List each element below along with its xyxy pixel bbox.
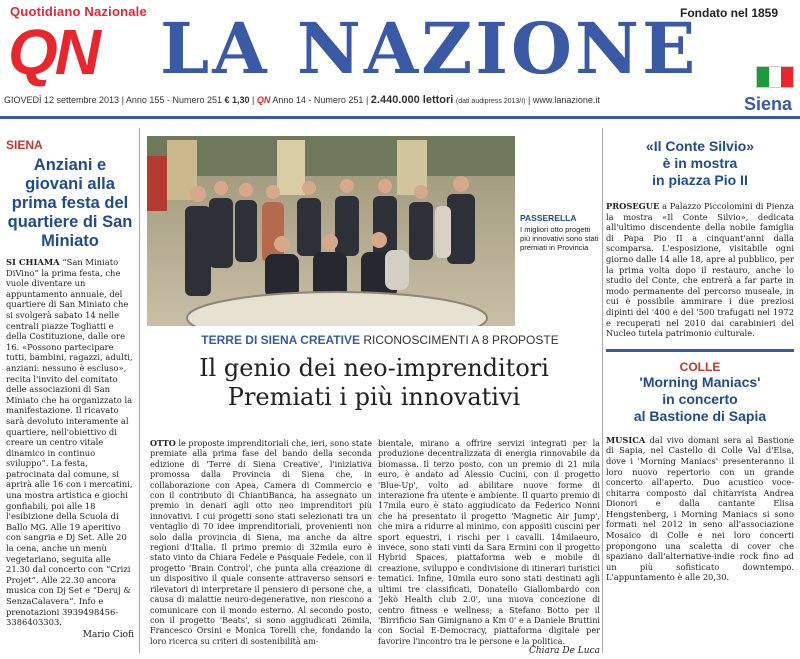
right-bottom-headline-line2: in concerto (662, 390, 738, 407)
main-lead: OTTO (150, 438, 176, 448)
right-bottom-headline-line3: al Bastione di Sapia (633, 407, 767, 424)
left-kicker: SIENA (6, 138, 43, 152)
founded-note: Fondato nel 1859 (680, 6, 779, 20)
right-top-headline (606, 138, 794, 189)
strap-kicker: TERRE DI SIENA CREATIVE (201, 333, 360, 347)
readers-count: 2.440.000 lettori (370, 94, 454, 106)
column-divider-right (602, 128, 603, 653)
main-body-text-1: le proposte imprenditoriali che, ieri, sono state premiate alla prima fase del bando della seconda edizione di 'Terre di Siena Creative', l'iniziativa promossa dalla Provincia di Siena che, in collaborazione con Apea, Camera di Commercio e con il contributo di ChiantiBanca, ha assegnato un premio in denari agli otto neo imprenditori più innovativi. I cui progetti sono stati selezionati tra un ventaglio di 70 idee imprenditoriali, provenienti non solo dalla provincia di Siena, ma anche da altre regioni d'Italia. Il primo premio di 32mila euro è stato vinto da Chiara Fedele e Pasquale Fedele, con il progetto 'Brain Control', che punta alla creazione di un dispositivo il quale consente attraverso sensori e rilevatori di interpretare il pensiero di persone che, a causa di malattie neuro-degenerative, non riescono a comunicare con il mondo esterno. Al secondo posto, con il progetto 'Beats', si sono aggiudicati 26mila, Francesco Orsini e Monica Torelli che, fondando la loro ricerca su criteri di sostenibilità am- (150, 438, 372, 646)
group-photo-illustration (147, 136, 515, 326)
right-top-headline-line1: «Il Conte Silvio» (645, 138, 755, 154)
issue-info-bar: GIOVEDÌ 12 settembre 2013 | Anno 155 - Numero 251 € 1,30 | QN Anno 14 - Numero 251 | 2.440.000 lettori (dati audipress 2013/I) | www.lanazione.it (4, 94, 600, 106)
headline-line2: Premiati i più innovativi (227, 383, 521, 411)
newspaper-title: LA NAZIONE (160, 7, 699, 90)
issue-year: Anno 155 - Numero 251 (125, 95, 222, 105)
right-bottom-body-text: dal vivo domani sera al Bastione di Sapia, nel Castello di Colle Val d'Elsa, dove i 'Morning Maniacs' presenteranno il loro nuovo repertorio con un grande concerto all'aperto. Duo acustico voce-chitarra composto dal chitarrista Andrea Dionori e dalla cantante Elisa Hengstenberg, i Morning Maniacs si sono formati nel 2012 in seno all'associazione Mosaico di Colle e nei loro concerti propongono una scaletta di cover che spaziano dall'alternative-indie rock fino ad un più sofisticato downtempo. L'appuntamento è alle 20,30. (606, 434, 794, 583)
left-byline: Mario Ciofi (82, 629, 134, 640)
issue-price: € 1,30 (224, 95, 250, 105)
caption-text: I migliori otto progetti più innovativi sono stati premiati in Provincia (520, 225, 599, 252)
strap-text: RICONOSCIMENTI A 8 PROPOSTE (363, 333, 559, 347)
right-bottom-headline (606, 374, 794, 425)
left-lead: SI CHIAMA (6, 257, 60, 267)
right-top-headline-line3: in piazza Pio II (652, 172, 748, 188)
website-link[interactable]: www.lanazione.it (532, 95, 600, 105)
masthead-rule (0, 116, 800, 119)
right-column (606, 138, 794, 583)
readers-note: (dati audipress 2013/I) (455, 98, 526, 105)
italian-flag-icon (756, 66, 794, 88)
issue-date: GIOVEDÌ 12 settembre 2013 (4, 95, 120, 105)
main-byline: Chiara De Luca (528, 646, 600, 657)
right-top-body (606, 201, 794, 339)
left-article (6, 138, 134, 640)
right-top-body-text: a Palazzo Piccolomini di Pienza la mostra «Il Conte Silvio», dedicata all'ultimo discendente della nobile famiglia di Papa Pio II a cinquant'anni dalla scomparsa. L'esposizione, visitabile ogni giorno dalle 14 alle 18, apre al pubblico, per la prima volta dopo il restauro, anche lo studio del Conte, che entrerà a far parte in modo permanente del percorso museale, in cui è possibile ammirare i due preziosi dipinti del '400 e del '500 trafugati nel 1972 e recuperati nel 2010 dai carabinieri del Nucleo tutela patrimonio culturale. (606, 201, 794, 339)
caption-kicker: PASSERELLA (520, 213, 577, 223)
right-bottom-body (606, 435, 794, 583)
main-body-column-2 (378, 438, 600, 656)
right-bottom-kicker: COLLE (679, 359, 721, 374)
right-separator (606, 349, 794, 352)
qn-mini-logo: QN (256, 95, 271, 105)
qn-issue: Anno 14 - Numero 251 (272, 95, 364, 105)
main-headline (148, 354, 600, 412)
headline-line1: Il genio dei neo-imprenditori (199, 354, 549, 382)
right-top-headline-line2: è in mostra (662, 155, 738, 171)
masthead (0, 0, 800, 118)
left-body (6, 257, 134, 628)
right-bottom-lead: MUSICA (606, 434, 646, 445)
qn-tagline: Quotidiano Nazionale (10, 4, 147, 19)
edition-city: Siena (744, 94, 793, 114)
right-bottom-headline-line1: 'Morning Maniacs' (639, 373, 761, 390)
main-body-column-1 (150, 438, 372, 646)
column-divider-left (139, 128, 140, 653)
qn-logo: QN (8, 16, 98, 88)
right-top-lead: PROSEGUE (606, 201, 660, 211)
award-photo (147, 136, 515, 326)
left-headline: Anziani e giovani alla prima festa del quartiere di San Miniato (7, 156, 133, 250)
main-body-text-2: bientale, mirano a offrire servizi integrati per la produzione decentralizzata di energia rinnovabile da biomassa. Il terzo posto, con un premio di 21 mila euro, è andato ad Alessio Cucini, con il progetto 'Blue-Up', volto ad abilitare nuove forme di interazione fra utente e ambiente. Il quarto premio di 17mila euro è stato aggiudicato da Federico Nonni che ha presentato il progetto 'Magnetic Air Jump', che mira a ridurre al minimo, con appositi cuscini per sport equestri, i rischi per i cavalli. 14milaeuro, invece, sono stati vinti da Sara Ermini con il progetto Hybrid Spaces, piattaforma web e mobile di creazione, sviluppo e condivisione di itinerari turistici tematici. Infine, 10mila euro sono stati destinati agli ultimi tre classificati, Donatello Giallombardo con 'Jekò Health club 2.0', una nuova concezione di centro fitness e wellness; a Stefano Botto per il 'Birrificio San Gimignano a Km 0' e a Daniele Bruttini con Social E-Democracy, piattaforma digitale per favorire l'incontro tra le persone e la politica. (378, 438, 600, 646)
main-strap (160, 333, 600, 347)
left-body-text: “San Miniato DiVino” la prima festa, che vuole diventare un appuntamento annuale, del quartiere di San Miniato che si svolgerà sabato 14 nelle centrali piazze Togliatti e della Costituzione, dalle ore 16. «Possono partecipare tutti, bambini, ragazzi, adulti, anziani: nessuno è escluso», recita l'invito del comitato delle associazioni di San Miniato che ha organizzato la manifestazione. Il ricavato sarà devoluto interamente al quartiere, nell'obiettivo di creare un centro vitale dinamico in continuo sviluppo”. La festa, patrocinata dal comune, si aprirà alle 16 con i mercatini, una mostra artistica e giochi gonfiabili, poi alle 18 l'esibizione della Scuola di Ballo MG. Alle 19 aperitivo con sangria e Dj Set. Alle 20 la cena, anche un menù vegetariano, seguita alle 21.30 dal concerto con “Crizi Projet”. Alle 22.30 ancora musica con Dj Set e “Deruj & SenzaCalavera”. Info e prenotazioni 3939498456-3386403303. (6, 257, 133, 628)
photo-caption (520, 214, 602, 252)
